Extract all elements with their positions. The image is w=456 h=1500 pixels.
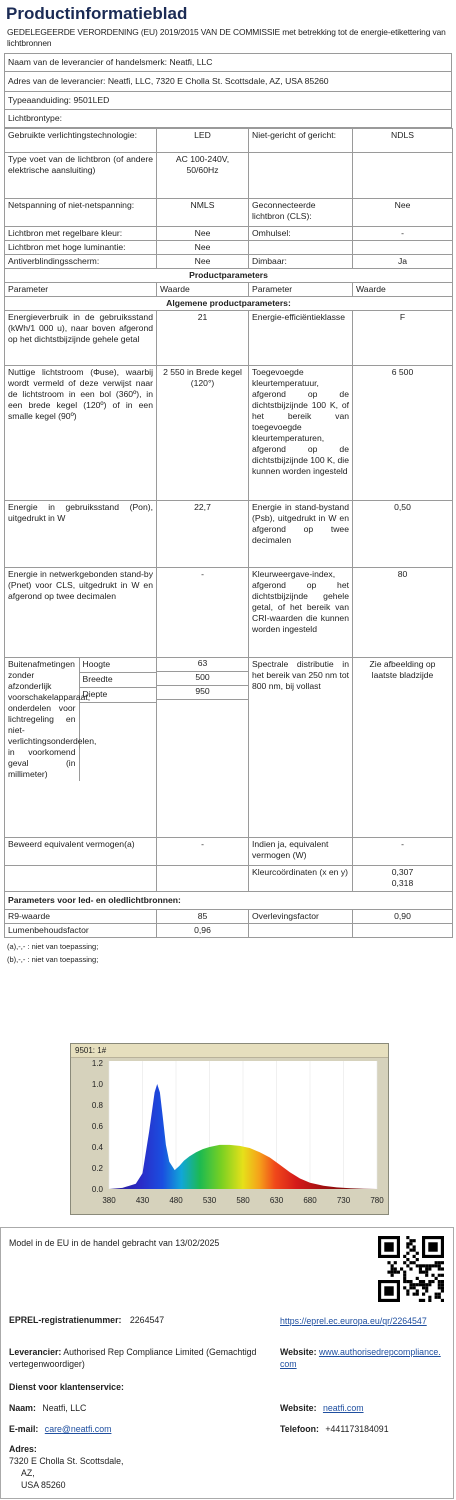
supplier-value: Authorised Rep Compliance Limited (Gemachtigd vertegenwoordiger) xyxy=(9,1347,257,1369)
param-value: - xyxy=(157,838,249,866)
dimension-key: Breedte xyxy=(79,673,156,688)
lightsource-value: - xyxy=(353,227,453,241)
dimension-value: 63 xyxy=(157,658,248,672)
general-params-heading: Algemene productparameters: xyxy=(5,297,453,311)
lightsource-value: Nee xyxy=(157,255,249,269)
supplier-site-label: Website: xyxy=(280,1347,317,1357)
lightsource-value: NMLS xyxy=(157,199,249,227)
lightsource-label: Gebruikte verlichtingstechnologie: xyxy=(5,129,157,153)
supplier-address-label: Adres van de leverancier: xyxy=(8,76,106,86)
led-heading: Parameters voor led- en oledlichtbronnen: xyxy=(5,892,453,910)
y-tick-label: 0.8 xyxy=(91,1101,103,1110)
param-label: Beweerd equivalent vermogen(a) xyxy=(5,838,157,866)
lightsource-value: LED xyxy=(157,129,249,153)
page-title: Productinformatieblad xyxy=(6,4,188,23)
param-value: F xyxy=(353,311,453,366)
supplier-name: Neatfi, LLC xyxy=(169,57,213,67)
email-label: E-mail: xyxy=(9,1424,39,1434)
lightsource-value xyxy=(353,241,453,255)
param-value xyxy=(353,866,453,892)
product-sheet xyxy=(4,2,454,965)
phone-label: Telefoon: xyxy=(280,1424,319,1434)
x-tick-label: 780 xyxy=(370,1196,384,1205)
supplier-table xyxy=(4,53,452,128)
param-label: Nuttige lichtstroom (Φuse), waarbij wordt vermeld of deze verwijst naar de lichtstroom in een bol (360º), in een brede kegel (120º) of in een smalle kegel (90º) xyxy=(5,366,157,501)
dimensions-inner xyxy=(5,658,156,781)
name-label: Naam: xyxy=(9,1403,36,1413)
footnote: (b),-,- : niet van toepassing; xyxy=(7,955,99,964)
supplier-address-row xyxy=(5,72,452,92)
website-label: Website: xyxy=(280,1403,317,1413)
supplier-address: Neatfi, LLC, 7320 E Cholla St. Scottsdale, AZ, USA 85260 xyxy=(107,76,329,86)
param-value: 6 500 xyxy=(353,366,453,501)
chart-title: 9501: 1# xyxy=(71,1044,388,1058)
lightsource-table xyxy=(4,128,453,938)
dimension-value: 950 xyxy=(157,686,248,700)
spectrum-chart xyxy=(70,1043,389,1215)
param-value: 85 xyxy=(157,910,249,924)
email-link[interactable]: care@neatfi.com xyxy=(44,1424,112,1434)
lightsource-label: Lichtbron met hoge luminantie: xyxy=(5,241,157,255)
param-label: Overlevingsfactor xyxy=(249,910,353,924)
x-tick-label: 580 xyxy=(236,1196,250,1205)
param-value: 0,50 xyxy=(353,501,453,568)
x-tick-label: 530 xyxy=(202,1196,217,1205)
param-value: Zie afbeelding op laatste bladzijde xyxy=(353,658,453,838)
supplier-name-label: Naam van de leverancier of handelsmerk: xyxy=(8,57,168,67)
y-tick-label: 0.2 xyxy=(91,1164,103,1173)
website-link[interactable]: neatfi.com xyxy=(322,1403,364,1413)
phone-value: +441173184091 xyxy=(325,1424,389,1434)
y-tick-label: 0.0 xyxy=(91,1185,103,1194)
model-row xyxy=(5,92,452,110)
eprel-label: EPREL-registratienummer: xyxy=(9,1315,122,1325)
eprel-number: 2264547 xyxy=(129,1315,165,1325)
col-header: Parameter xyxy=(249,283,353,297)
service-heading: Dienst voor klantenservice: xyxy=(9,1382,124,1392)
chroma-y: 0,318 xyxy=(391,878,414,888)
lightsource-label xyxy=(249,153,353,199)
lightsource-value: Nee xyxy=(157,227,249,241)
lightsource-value xyxy=(353,153,453,199)
dimensions-cell xyxy=(5,658,157,838)
param-value: - xyxy=(353,838,453,866)
dimension-value: 500 xyxy=(157,672,248,686)
address-line: 7320 E Cholla St. Scottsdale, xyxy=(9,1456,124,1466)
footer-panel xyxy=(0,1227,454,1499)
regulation-subtitle: GEDELEGEERDE VERORDENING (EU) 2019/2015 VAN DE COMMISSIE met betrekking tot de energie-etikettering van lichtbronnen xyxy=(7,27,446,48)
lightsource-label: Type voet van de lichtbron (of andere elektrische aansluiting) xyxy=(5,153,157,199)
eprel-link[interactable]: https://eprel.ec.europa.eu/qr/2264547 xyxy=(280,1316,427,1326)
chroma-x: 0,307 xyxy=(391,867,414,877)
param-value: 2 550 in Brede kegel (120°) xyxy=(157,366,249,501)
address-line: USA 85260 xyxy=(21,1480,66,1490)
x-tick-label: 730 xyxy=(336,1196,351,1205)
x-tick-label: 480 xyxy=(169,1196,183,1205)
lightsource-value: AC 100-240V, 50/60Hz xyxy=(157,153,249,199)
param-label: Toegevoegde kleurtemperatuur, afgerond op de dichtstbijzijnde 100 K, of het bereik van toegevoegde kleurtemperaturen, afgerond op de dichtstbijzijnde 100 K, die kunnen worden ingesteld xyxy=(249,366,353,501)
x-tick-label: 680 xyxy=(303,1196,317,1205)
y-tick-label: 1.0 xyxy=(91,1080,103,1089)
dimension-key: Diepte xyxy=(79,688,156,703)
name-value: Neatfi, LLC xyxy=(42,1403,87,1413)
model-value: 9501LED xyxy=(73,95,110,105)
lightsource-value: Nee xyxy=(353,199,453,227)
param-label: Energie-efficiëntieklasse xyxy=(249,311,353,366)
footnote: (a),-,- : niet van toepassing; xyxy=(7,942,99,951)
param-label: Lumenbehoudsfactor xyxy=(5,924,157,938)
y-tick-label: 1.2 xyxy=(91,1059,103,1068)
lightsource-type-label: Lichtbrontype: xyxy=(5,110,452,128)
lightsource-label: Netspanning of niet-netspanning: xyxy=(5,199,157,227)
param-label: Indien ja, equivalent vermogen (W) xyxy=(249,838,353,866)
y-tick-label: 0.6 xyxy=(91,1122,103,1131)
lightsource-label xyxy=(249,241,353,255)
param-label: Energie in netwerkgebonden stand-by (Pnet) voor CLS, uitgedrukt in W en afgerond op twee decimalen xyxy=(5,568,157,658)
param-label: Energie in gebruiksstand (Pon), uitgedrukt in W xyxy=(5,501,157,568)
param-label: Energie in stand-bystand (Psb), uitgedrukt in W en afgerond op twee decimalen xyxy=(249,501,353,568)
param-label: Spectrale distributie in het bereik van 250 nm tot 800 nm, bij vollast xyxy=(249,658,353,838)
lightsource-label: Dimbaar: xyxy=(249,255,353,269)
lightsource-label: Antiverblindingsscherm: xyxy=(5,255,157,269)
col-header: Parameter xyxy=(5,283,157,297)
lightsource-label: Niet-gericht of gericht: xyxy=(249,129,353,153)
x-tick-label: 430 xyxy=(135,1196,150,1205)
x-tick-label: 380 xyxy=(102,1196,116,1205)
lightsource-value: Ja xyxy=(353,255,453,269)
spectrum-svg xyxy=(71,1059,388,1213)
placed-on-market: Model in de EU in de handel gebracht van 13/02/2025 xyxy=(9,1238,220,1248)
lightsource-value: Nee xyxy=(157,241,249,255)
product-params-heading: Productparameters xyxy=(5,269,453,283)
param-value: 0,90 xyxy=(353,910,453,924)
col-header: Waarde xyxy=(353,283,453,297)
col-header: Waarde xyxy=(157,283,249,297)
param-value: 0,96 xyxy=(157,924,249,938)
param-value: 21 xyxy=(157,311,249,366)
param-value: - xyxy=(157,568,249,658)
supplier-label: Leverancier: xyxy=(9,1347,62,1357)
lightsource-value: NDLS xyxy=(353,129,453,153)
qr-code-icon[interactable] xyxy=(378,1236,444,1302)
param-label: Kleurweergave-index, afgerond op het dichtstbijzijnde gehele getal, of het bereik van CRI-waarden die kunnen worden ingesteld xyxy=(249,568,353,658)
model-label: Typeaanduiding: xyxy=(8,95,72,105)
param-label: Kleurcoördinaten (x en y) xyxy=(249,866,353,892)
supplier-site-link[interactable]: www.authorisedrepcompliance.com xyxy=(280,1347,441,1369)
param-value: 80 xyxy=(353,568,453,658)
param-label: R9-waarde xyxy=(5,910,157,924)
param-value: 22,7 xyxy=(157,501,249,568)
address-line: AZ, xyxy=(21,1468,35,1478)
address-label: Adres: xyxy=(9,1444,37,1454)
y-tick-label: 0.4 xyxy=(91,1143,103,1152)
x-tick-label: 630 xyxy=(269,1196,284,1205)
lightsource-label: Omhulsel: xyxy=(249,227,353,241)
lightsource-label: Lichtbron met regelbare kleur: xyxy=(5,227,157,241)
param-label: Energieverbruik in de gebruiksstand (kWh/1 000 u), naar boven afgerond op het dichtstbijzijnde gehele getal xyxy=(5,311,157,366)
supplier-name-row xyxy=(5,54,452,72)
dimensions-label: Buitenafmetingen zonder afzonderlijk voorschakelapparaat, onderdelen voor lichtregeling en niet-verlichtingsonderdelen, in voorkomend geval (in millimeter) xyxy=(5,658,79,781)
lightsource-label: Geconnecteerde lichtbron (CLS): xyxy=(249,199,353,227)
dimensions-values xyxy=(157,658,249,838)
dimension-key: Hoogte xyxy=(79,658,156,673)
